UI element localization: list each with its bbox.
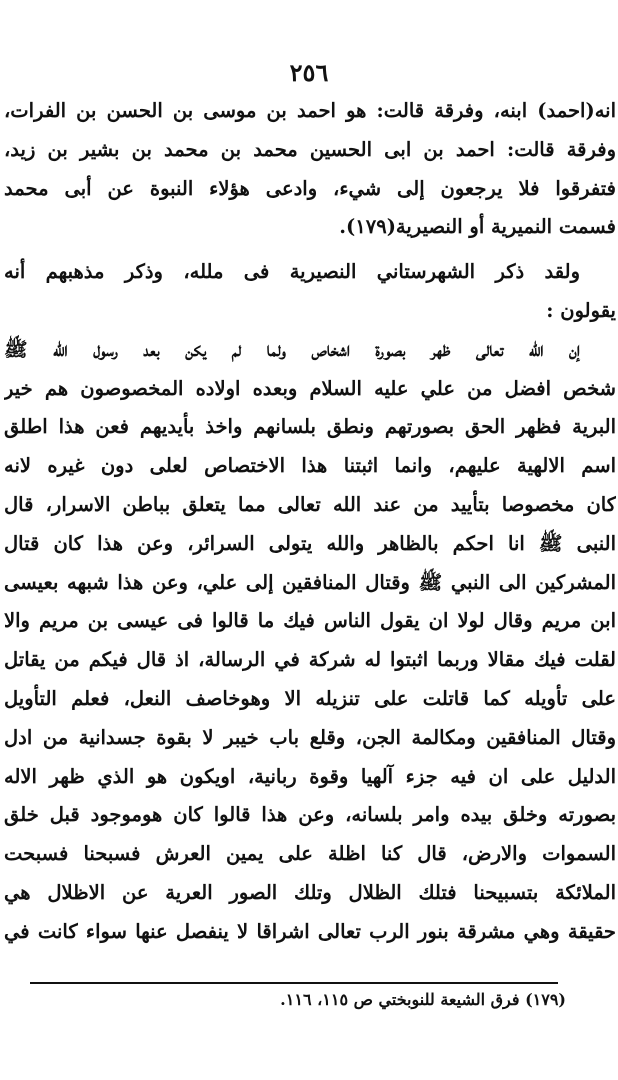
quote-line: وقتال المنافقين ومكالمة الجن، وقلع باب خيبر لا بقوة جسدانية من ادل — [4, 725, 616, 749]
quote-line: كان مخصوصا بتأييد من عند الله تعالى مما يتعلق بباطن الاسرار، قال — [4, 492, 616, 516]
quote-line: اسم الالهية عليهم، وانما اثبتنا هذا الاختصاص لعلى دون غيره لانه — [4, 454, 616, 478]
quote-line: حقيقة وهي مشرقة بنور الرب تعالى اشراقا لا ينفصل عنها سواء كانت في — [4, 919, 616, 943]
footnote-divider — [30, 982, 558, 984]
quote-line: الدليل على ان فيه جزء آلهيا وقوة ربانية، اويكون هو الذي ظهر الاله — [4, 764, 616, 788]
quote-line: شخص افضل من علي عليه السلام وبعده اولاده المخصوصون هم خير — [4, 376, 616, 400]
body-text — [4, 92, 616, 952]
quote-line: إن الله تعالى ظهر بصورة اشخاص ولما لم يكن بعد رسول الله ﷺ — [4, 337, 580, 361]
page-number: ٢٥٦ — [289, 58, 329, 87]
quote-line: لقلت فيك مقالا وربما اثبتوا له شركة في الرسالة، اذ قال فيكم من يقاتل — [4, 648, 616, 672]
quote-line: ابن مريم وقال لولا ان يقول الناس فيك ما قالوا فى عيسى بن مريم والا — [4, 609, 616, 633]
quote-line: على تأويله كما قاتلت على تنزيله الا وهوخاصف النعل، فعلم التأويل — [4, 686, 616, 710]
footnote: (١٧٩) فرق الشيعة للنوبختي ص ١١٥، ١١٦. — [280, 990, 566, 1009]
quote-line: المشركين الى النبي ﷺ وقتال المنافقين إلى علي، وعن هذا شبهه بعيسى — [4, 570, 616, 594]
text-line: فسمت النميرية أو النصيرية(١٧٩). — [339, 215, 616, 239]
text-line: فتفرقوا فلا يرجعون إلى شيء، وادعى هؤلاء النبوة عن أبى محمد — [4, 176, 616, 200]
text-line: وفرقة قالت: احمد بن ابى الحسين محمد بن محمد بن بشير بن زيد، — [4, 137, 616, 161]
text-line: يقولون : — [546, 298, 616, 322]
text-line: ولقد ذكر الشهرستاني النصيرية فى ملله، وذكر مذهبهم أنه — [4, 260, 580, 284]
text-line: انه(احمد) ابنه، وفرقة قالت: هو احمد بن موسى بن الحسن بن الفرات، — [4, 99, 616, 122]
quote-line: الملائكة بتسبيحنا فتلك الظلال وتلك الصور العرية عن الاظلال هي — [4, 880, 616, 904]
quote-line: بصورته وخلق بيده وامر بلسانه، وعن هذا قالوا كان هوموجود قبل خلق — [4, 803, 616, 827]
quote-line: السموات والارض، قال كنا اظلة على يمين العرش فسبحنا فسبحت — [4, 842, 616, 866]
quote-line: البرية فظهر الحق بصورتهم ونطق بلسانهم واخذ بأيديهم فعن هذا اطلق — [4, 415, 616, 439]
quote-line: النبى ﷺ انا احكم بالظاهر والله يتولى السرائر، وعن هذا كان قتال — [4, 531, 616, 555]
